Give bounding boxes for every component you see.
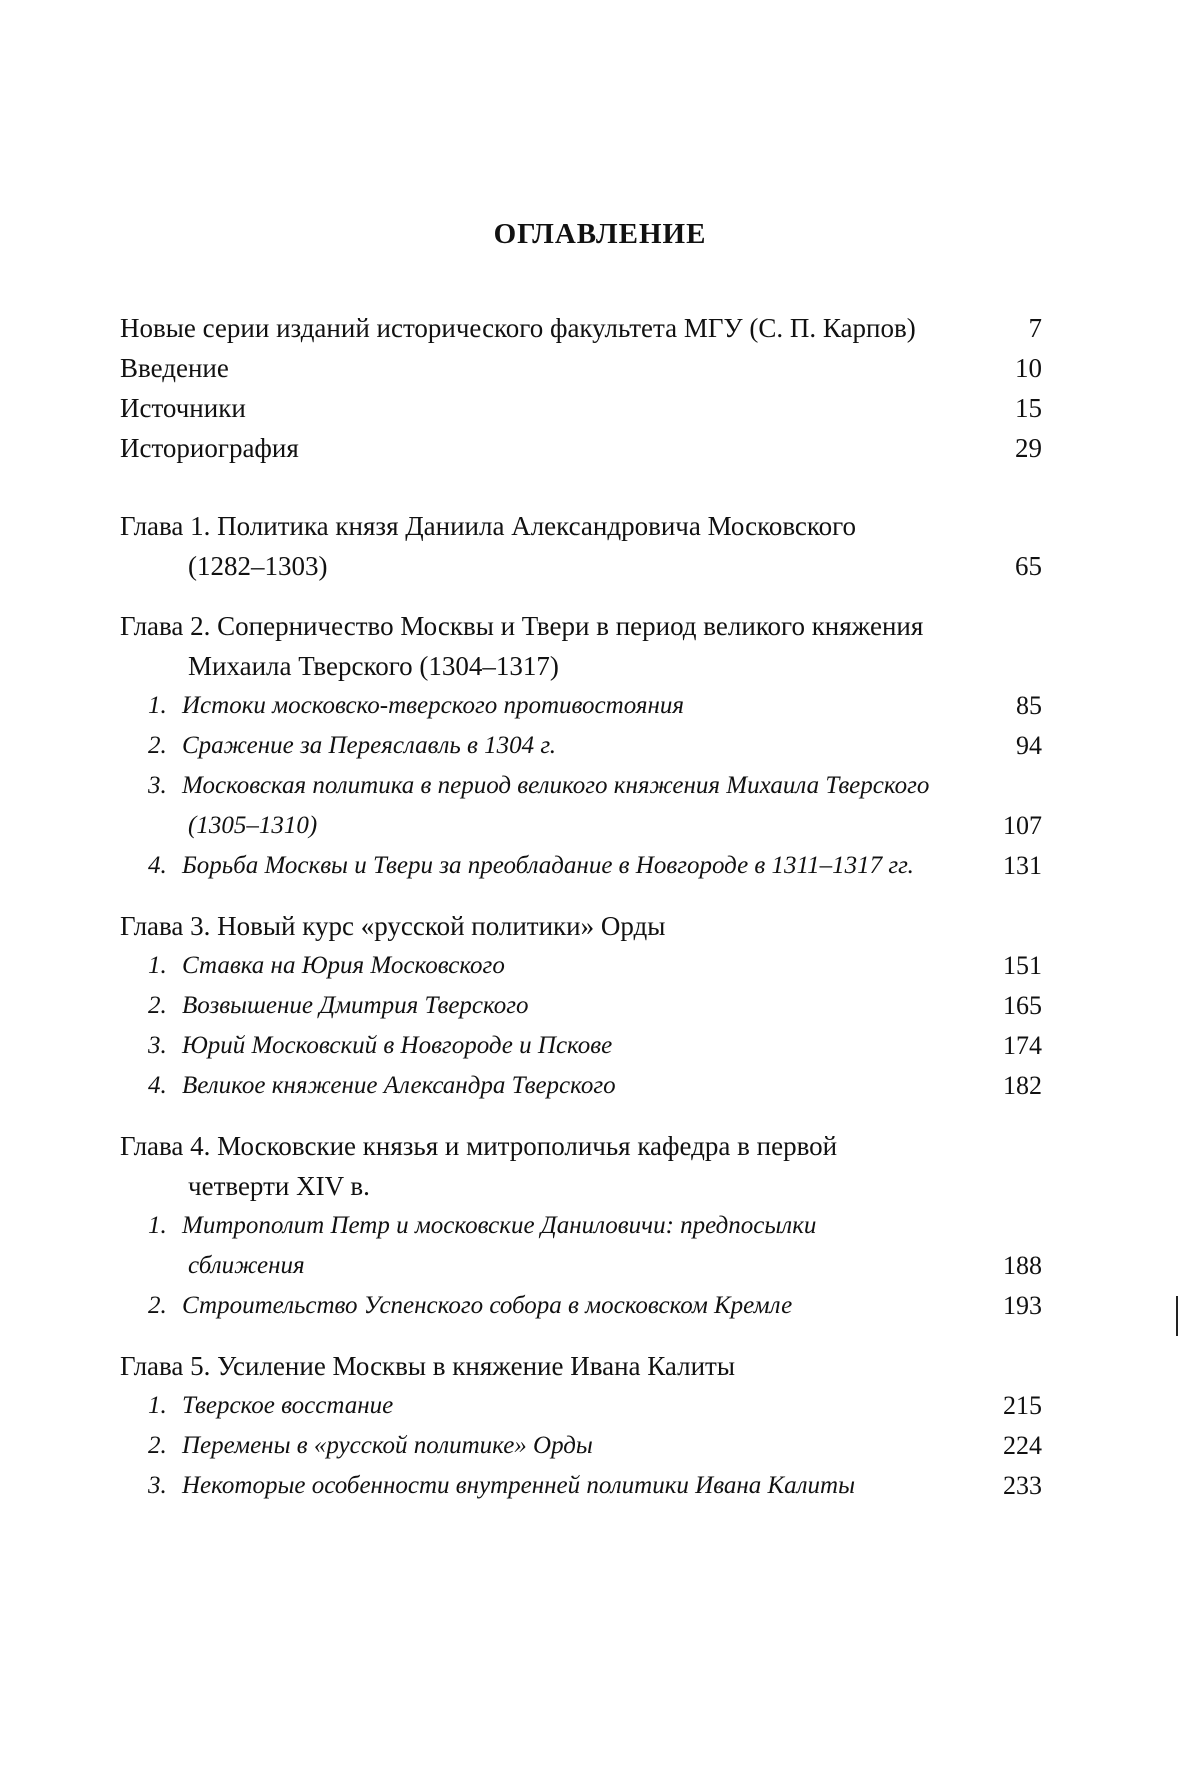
section-number: 2.	[148, 992, 167, 1019]
page-number: 193	[1003, 1291, 1042, 1320]
section-entry	[120, 1386, 1042, 1426]
entry-title: Новые серии изданий исторического факультета МГУ (С. П. Карпов)	[120, 313, 916, 343]
spacer	[120, 468, 1042, 506]
section-number: 2.	[148, 732, 167, 759]
chapter-entry	[120, 1126, 1042, 1206]
section-text	[120, 1206, 1042, 1286]
entry-title: Историография	[120, 433, 299, 463]
page-number: 65	[1015, 551, 1042, 581]
section-number: 4.	[148, 852, 167, 879]
margin-mark	[1176, 1296, 1178, 1336]
section-title: Московская политика в период великого княжения Михаила Тверского (1305–1310)	[182, 772, 930, 839]
page-number: 85	[1016, 691, 1042, 720]
entry-title: Источники	[120, 393, 246, 423]
page-number: 215	[1003, 1391, 1042, 1420]
page-number: 182	[1003, 1071, 1042, 1100]
section-text	[120, 1066, 1042, 1106]
section-title: Юрий Московский в Новгороде и Пскове	[182, 1032, 613, 1059]
entry-title: Глава 3. Новый курс «русской политики» Орды	[120, 911, 666, 941]
entry-title: Введение	[120, 353, 229, 383]
section-entry	[120, 846, 1042, 886]
spacer	[120, 886, 1042, 906]
chapter-entry	[120, 1346, 1042, 1386]
section-title: Перемены в «русской политике» Орды	[182, 1432, 593, 1459]
section-text	[120, 766, 1042, 846]
section-title: Тверское восстание	[182, 1392, 394, 1419]
page-title: ОГЛАВЛЕНИЕ	[493, 218, 707, 250]
section-text	[120, 1286, 1042, 1326]
section-number: 3.	[148, 1472, 167, 1499]
page-number: 188	[1003, 1251, 1042, 1280]
front-entry	[120, 348, 1042, 388]
chapter-entry	[120, 506, 1042, 586]
page-number: 151	[1003, 951, 1042, 980]
page-number: 165	[1003, 991, 1042, 1020]
page-number: 7	[1028, 313, 1042, 343]
section-text	[120, 686, 1042, 726]
front-entry	[120, 428, 1042, 468]
section-number: 2.	[148, 1432, 167, 1459]
section-title: Истоки московско-тверского противостояния	[182, 692, 685, 719]
section-text	[120, 1386, 1042, 1426]
section-title: Сражение за Переяславль в 1304 г.	[182, 732, 557, 759]
chapter-entry	[120, 906, 1042, 946]
page-number: 131	[1003, 851, 1042, 880]
page-number: 174	[1003, 1031, 1042, 1060]
entry-title: Глава 2. Соперничество Москвы и Твери в период великого княжения Михаила Тверского (1304–1317)	[120, 611, 924, 681]
section-entry	[120, 986, 1042, 1026]
section-number: 2.	[148, 1292, 167, 1319]
spacer	[120, 1326, 1042, 1346]
page-number: 94	[1016, 731, 1042, 760]
section-title: Ставка на Юрия Московского	[182, 952, 505, 979]
section-entry	[120, 1206, 1042, 1286]
section-title: Строительство Успенского собора в московском Кремле	[182, 1292, 793, 1319]
front-entry	[120, 308, 1042, 348]
section-text	[120, 726, 1042, 766]
section-entry	[120, 946, 1042, 986]
section-number: 3.	[148, 1032, 167, 1059]
page-number: 10	[1015, 353, 1042, 383]
section-text	[120, 986, 1042, 1026]
section-entry	[120, 686, 1042, 726]
section-text	[120, 846, 1042, 886]
section-number: 1.	[148, 952, 167, 979]
section-entry	[120, 1066, 1042, 1106]
spacer	[120, 1106, 1042, 1126]
section-entry	[120, 726, 1042, 766]
section-entry	[120, 766, 1042, 846]
page-number: 29	[1015, 433, 1042, 463]
section-title: Великое княжение Александра Тверского	[182, 1072, 616, 1099]
section-text	[120, 1426, 1042, 1466]
page-number: 224	[1003, 1431, 1042, 1460]
entry-title: Глава 1. Политика князя Даниила Александровича Московского (1282–1303)	[120, 511, 857, 581]
section-number: 3.	[148, 772, 167, 799]
section-title: Борьба Москвы и Твери за преобладание в Новгороде в 1311–1317 гг.	[182, 852, 914, 879]
entry-title: Глава 4. Московские князья и митрополичья кафедра в первой четверти XIV в.	[120, 1131, 838, 1201]
page-number: 15	[1015, 393, 1042, 423]
section-text	[120, 1026, 1042, 1066]
front-entry	[120, 388, 1042, 428]
section-number: 1.	[148, 1212, 167, 1239]
table-of-contents	[120, 308, 1042, 1506]
page-number: 233	[1003, 1471, 1042, 1500]
section-entry	[120, 1026, 1042, 1066]
section-title: Некоторые особенности внутренней политики Ивана Калиты	[182, 1472, 856, 1499]
section-title: Митрополит Петр и московские Даниловичи: предпосылки сближения	[182, 1212, 817, 1279]
chapter-entry	[120, 606, 1042, 686]
section-text	[120, 946, 1042, 986]
section-text	[120, 1466, 1042, 1506]
spacer	[120, 586, 1042, 606]
section-entry	[120, 1426, 1042, 1466]
section-title: Возвышение Дмитрия Тверского	[182, 992, 529, 1019]
entry-title: Глава 5. Усиление Москвы в княжение Ивана Калиты	[120, 1351, 736, 1381]
section-number: 1.	[148, 692, 167, 719]
section-entry	[120, 1286, 1042, 1326]
page-number: 107	[1003, 811, 1042, 840]
section-number: 1.	[148, 1392, 167, 1419]
section-number: 4.	[148, 1072, 167, 1099]
section-entry	[120, 1466, 1042, 1506]
